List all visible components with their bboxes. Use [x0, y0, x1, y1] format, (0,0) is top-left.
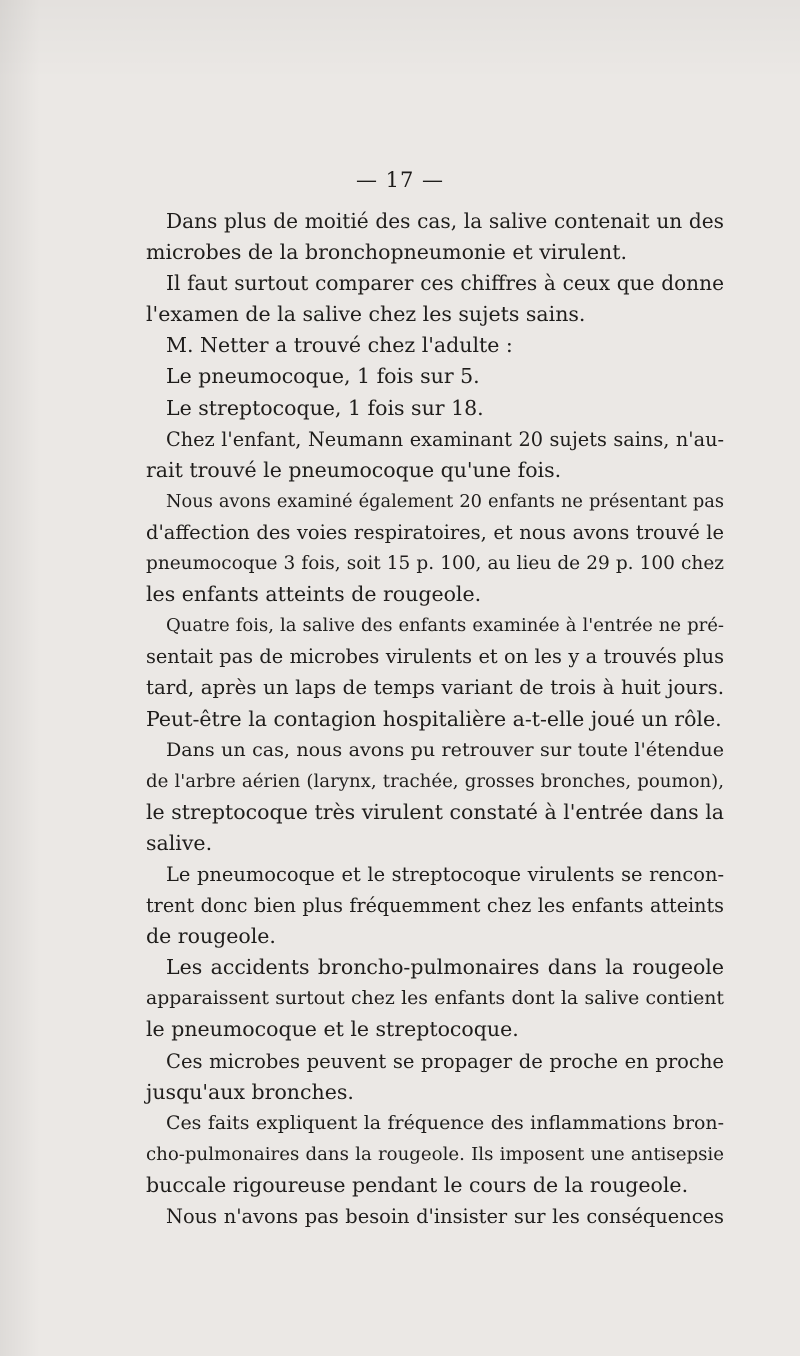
text-line: Nous avons examiné également 20 enfants ne présentant pas: [166, 490, 724, 512]
text-line: Le pneumocoque, 1 fois sur 5.: [166, 364, 480, 389]
text-line: Ces microbes peuvent se propager de proche en proche: [166, 1049, 724, 1073]
text-line: Dans un cas, nous avons pu retrouver sur toute l'étendue: [166, 738, 724, 761]
text-line: Le streptocoque, 1 fois sur 18.: [166, 395, 484, 420]
page-number: — 17 —: [355, 168, 445, 192]
text-line: Peut-être la contagion hospitalière a-t-elle joué un rôle.: [146, 706, 722, 731]
text-line: le streptocoque très virulent constaté à l'entrée dans la: [146, 799, 724, 824]
text-line: Il faut surtout comparer ces chiffres à ceux que donne: [166, 271, 724, 296]
text-line: M. Netter a trouvé chez l'adulte :: [166, 333, 513, 358]
text-line: sentait pas de microbes virulents et on les y a trouvés plus: [146, 645, 724, 669]
text-line: de l'arbre aérien (larynx, trachée, grosses bronches, poumon),: [146, 770, 724, 792]
text-line: Nous n'avons pas besoin d'insister sur les conséquences: [166, 1205, 724, 1228]
text-line: jusqu'aux bronches.: [146, 1079, 354, 1104]
body-text: [146, 206, 724, 1232]
text-line: le pneumocoque et le streptocoque.: [146, 1017, 519, 1042]
text-line: Les accidents broncho-pulmonaires dans la rougeole: [166, 955, 724, 980]
text-line: les enfants atteints de rougeole.: [146, 582, 482, 607]
text-line: cho-pulmonaires dans la rougeole. Ils imposent une antisepsie: [146, 1143, 724, 1165]
text-line: salive.: [146, 830, 213, 855]
text-line: pneumocoque 3 fois, soit 15 p. 100, au lieu de 29 p. 100 chez: [146, 553, 724, 575]
text-line: microbes de la bronchopneumonie et virulent.: [146, 240, 627, 265]
text-line: de rougeole.: [146, 924, 276, 949]
text-line: tard, après un laps de temps variant de trois à huit jours.: [146, 676, 724, 700]
text-line: Le pneumocoque et le streptocoque virulents se rencon-: [166, 862, 724, 886]
text-line: apparaissent surtout chez les enfants dont la salive contient: [146, 988, 724, 1010]
text-line: buccale rigoureuse pendant le cours de la rougeole.: [146, 1172, 689, 1197]
text-line: Ces faits expliquent la fréquence des inflammations bron-: [166, 1111, 724, 1134]
text-line: Quatre fois, la salive des enfants examinée à l'entrée ne pré-: [166, 615, 724, 637]
text-line: rait trouvé le pneumocoque qu'une fois.: [146, 457, 562, 482]
text-line: Dans plus de moitié des cas, la salive contenait un des: [166, 209, 724, 233]
text-line: Chez l'enfant, Neumann examinant 20 sujets sains, n'au-: [166, 427, 724, 451]
text-line: trent donc bien plus fréquemment chez les enfants atteints: [146, 894, 724, 918]
text-line: d'affection des voies respiratoires, et nous avons trouvé le: [146, 520, 724, 544]
text-line: l'examen de la salive chez les sujets sains.: [146, 302, 586, 327]
